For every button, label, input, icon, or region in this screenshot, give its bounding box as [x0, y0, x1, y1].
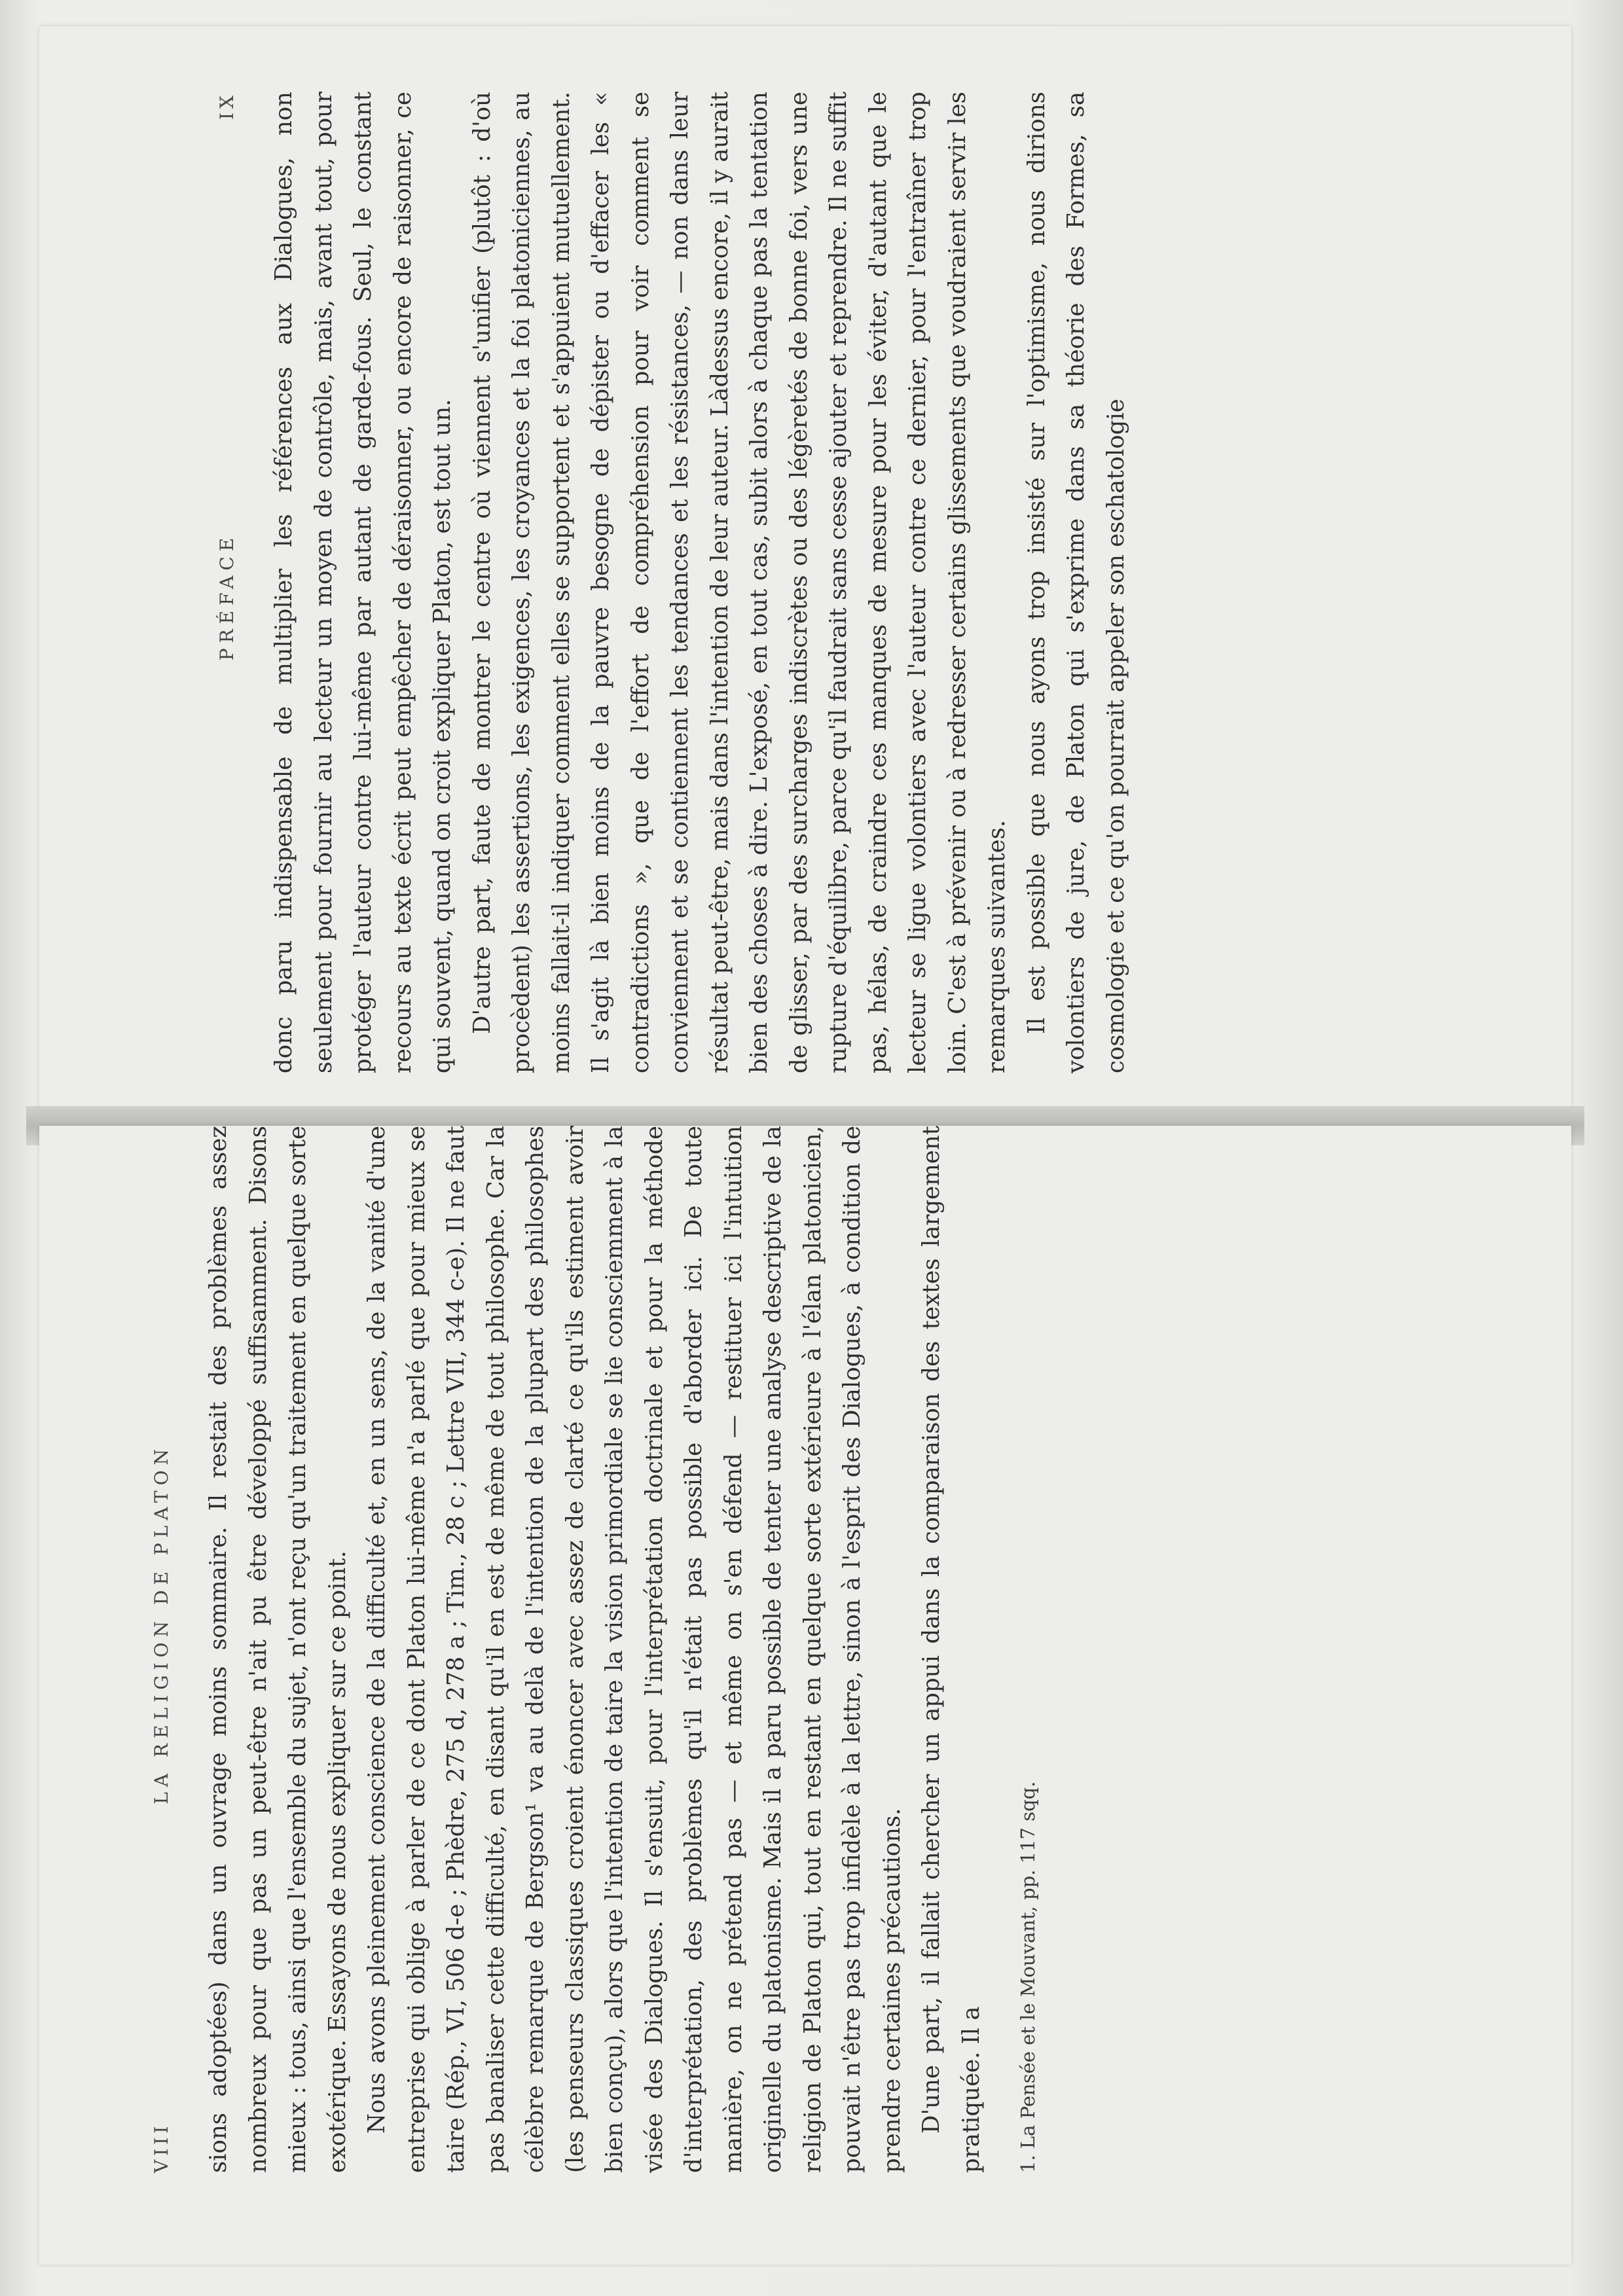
folio-left: VIII [151, 2122, 172, 2173]
body-text-left [199, 1126, 991, 2173]
paragraph: Nous avons pleinement conscience de la difficulté et, en un sens, de la vanité d'une entreprise qui oblige à parler de ce dont Platon lui-même n'a parlé que pour mieux se taire (Rép., VI, 506 d-e ; Phèdre, 275 d, 278 a ; Tim., 28 c ; Lettre VII, 344 c-e). Il ne faut pas banaliser cette difficulté, en disant qu'il en est de même de tout philosophe. Car la célèbre remarque de Bergson¹ va au delà de l'intention de la plupart des philosophes (les penseurs classiques croient énoncer avec assez de clarté ce qu'ils estiment avoir bien conçu), alors que l'intention de taire la vision primordiale se lie consciemment à la visée des Dialogues. Il s'ensuit, pour l'interprétation doctrinale et pour la méthode d'interprétation, des problèmes qu'il n'était pas possible d'aborder ici. De toute manière, on ne prétend pas — et même on s'en défend — restituer ici l'intuition originelle du platonisme. Mais il a paru possible de tenter une analyse descriptive de la religion de Platon qui, tout en restant en quelque sorte extérieure à l'élan platonicien, pouvait n'être pas trop infidèle à la lettre, sinon à l'esprit des Dialogues, à condition de prendre certaines précautions. [363, 1126, 905, 2173]
body-text-right [264, 92, 1136, 1073]
footnote: 1. La Pensée et le Mouvant, pp. 117 sqq. [1017, 1781, 1039, 2173]
paragraph: D'une part, il fallait chercher un appui dans la comparaison des textes largement pratiquée. Il a [918, 1126, 985, 2173]
running-title-left: LA RELIGION DE PLATON [151, 1443, 172, 1804]
running-head-right [216, 92, 242, 1073]
paragraph: Il est possible que nous ayons trop insisté sur l'optimisme, nous dirions volontiers de jure, de Platon qui s'exprime dans sa théorie des Formes, sa cosmologie et ce qu'on pourrait appeler son eschatologie [1023, 92, 1129, 1073]
paragraph: donc paru indispensable de multiplier les références aux Dialogues, non seulement pour fournir au lecteur un moyen de contrôle, mais, avant tout, pour protéger l'auteur contre lui-même par autant de garde-fous. Seul, le constant recours au texte écrit peut empêcher de déraisonner, ou encore de raisonner, ce qui souvent, quand on croit expliquer Platon, est tout un. [270, 92, 456, 1073]
paragraph: sions adoptées) dans un ouvrage moins sommaire. Il restait des problèmes assez nombreux pour que pas un peut-être n'ait pu être développé suffisamment. Disons mieux : tous, ainsi que l'ensemble du sujet, n'ont reçu qu'un traitement en quelque sorte exotérique. Essayons de nous expliquer sur ce point. [205, 1126, 351, 2173]
paragraph: D'autre part, faute de montrer le centre où viennent s'unifier (plutôt : d'où procèdent) les assertions, les exigences, les croyances et la foi platoniciennes, au moins fallait-il indiquer comment elles se supportent et s'appuient mutuellement. Il s'agit là bien moins de la pauvre besogne de dépister ou d'effacer les « contradictions », que de l'effort de compréhension pour voir comment se conviennent et se contiennent les tendances et les résistances, — non dans leur résultat peut-être, mais dans l'intention de leur auteur. Làdessus encore, il y aurait bien des choses à dire. L'exposé, en tout cas, subit alors à chaque pas la tentation de glisser, par des surcharges indiscrètes ou des légèretés de bonne foi, vers une rupture d'équilibre, parce qu'il faudrait sans cesse ajouter et reprendre. Il ne suffit pas, hélas, de craindre ces manques de mesure pour les éviter, d'autant que le lecteur se ligue volontiers avec l'auteur contre ce dernier, pour l'entraîner trop loin. C'est à prévenir ou à redresser certains glissements que voudraient servir les remarques suivantes. [468, 92, 1010, 1073]
page-viii [151, 1126, 1303, 2173]
page-ix [216, 92, 1368, 1073]
folio-right: IX [216, 92, 238, 120]
running-title-right: PRÉFACE [216, 532, 238, 661]
running-head-left [151, 1126, 177, 2173]
